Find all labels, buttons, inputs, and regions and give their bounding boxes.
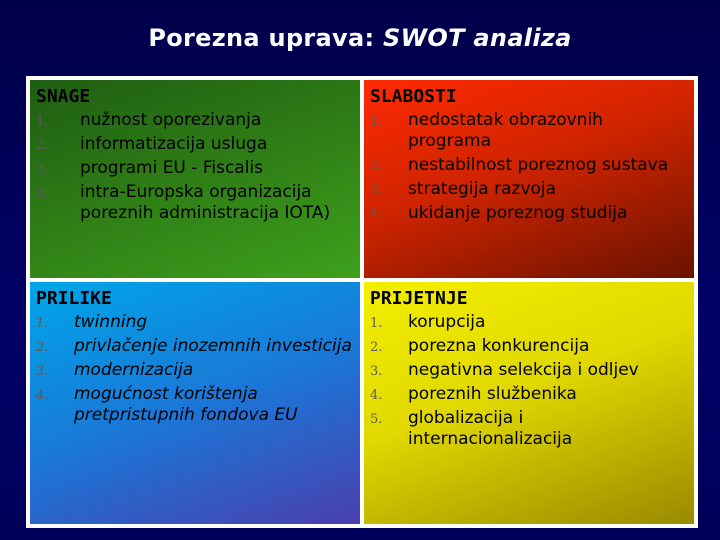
list-number: 1. [370,316,383,331]
list-item [36,384,352,426]
list-text: negativna selekcija i odljev [408,360,639,380]
list-number: 3. [36,364,49,379]
list-text: strategija razvoja [408,179,557,199]
opportunities-list [36,312,352,426]
list-text: korupcija [408,312,486,332]
weaknesses-quadrant [362,78,696,280]
list-item [36,336,352,357]
threats-quadrant [362,280,696,526]
list-item [370,360,686,381]
slide-title-emphasis: SWOT analiza [383,24,572,52]
list-item [36,312,352,333]
list-item [36,158,352,179]
list-number: 3. [370,183,383,198]
list-item [370,179,686,200]
list-item [370,384,686,405]
list-number: 1. [370,114,383,129]
list-number: 4. [370,388,383,403]
list-text: poreznih službenika [408,384,577,404]
opportunities-heading: PRILIKE [36,288,112,309]
list-item [36,182,352,224]
list-number: 3. [370,364,383,379]
list-text: programi EU - Fiscalis [80,158,264,178]
list-number: 2. [370,159,383,174]
slide-title [0,24,720,52]
list-item [36,360,352,381]
list-item [370,110,686,152]
list-item [370,312,686,333]
list-item [36,110,352,131]
slide-title-prefix: Porezna uprava: [148,24,384,52]
weaknesses-heading: SLABOSTI [370,86,457,107]
list-number: 4. [36,186,49,201]
strengths-quadrant [28,78,362,280]
weaknesses-list [370,110,686,224]
list-text: globalizacija i internacionalizacija [408,408,573,449]
list-text: informatizacija usluga [80,134,268,154]
list-text: nužnost oporezivanja [80,110,262,130]
opportunities-quadrant [28,280,362,526]
list-number: 2. [36,340,49,355]
list-text: privlačenje inozemnih investicija [74,336,352,356]
swot-matrix [26,76,698,528]
list-text: modernizacija [74,360,194,380]
list-number: 2. [370,340,383,355]
list-item [370,203,686,224]
list-number: 3. [36,162,49,177]
list-number: 4. [370,207,383,222]
strengths-list [36,110,352,224]
list-item [370,408,686,450]
threats-list [370,312,686,450]
list-number: 4. [36,388,49,403]
list-number: 2. [36,138,49,153]
list-text: intra-Europska organizacija poreznih administracija IOTA) [80,182,331,223]
strengths-heading: SNAGE [36,86,91,107]
list-text: ukidanje poreznog studija [408,203,628,223]
list-text: nedostatak obrazovnih programa [408,110,603,151]
list-number: 1. [36,114,49,129]
list-item [370,336,686,357]
list-number: 5. [370,412,383,427]
list-item [370,155,686,176]
list-text: porezna konkurencija [408,336,590,356]
list-text: nestabilnost poreznog sustava [408,155,669,175]
list-item [36,134,352,155]
list-text: mogućnost korištenja pretpristupnih fondova EU [74,384,298,425]
list-number: 1. [36,316,49,331]
list-text: twinning [74,312,148,332]
threats-heading: PRIJETNJE [370,288,468,309]
